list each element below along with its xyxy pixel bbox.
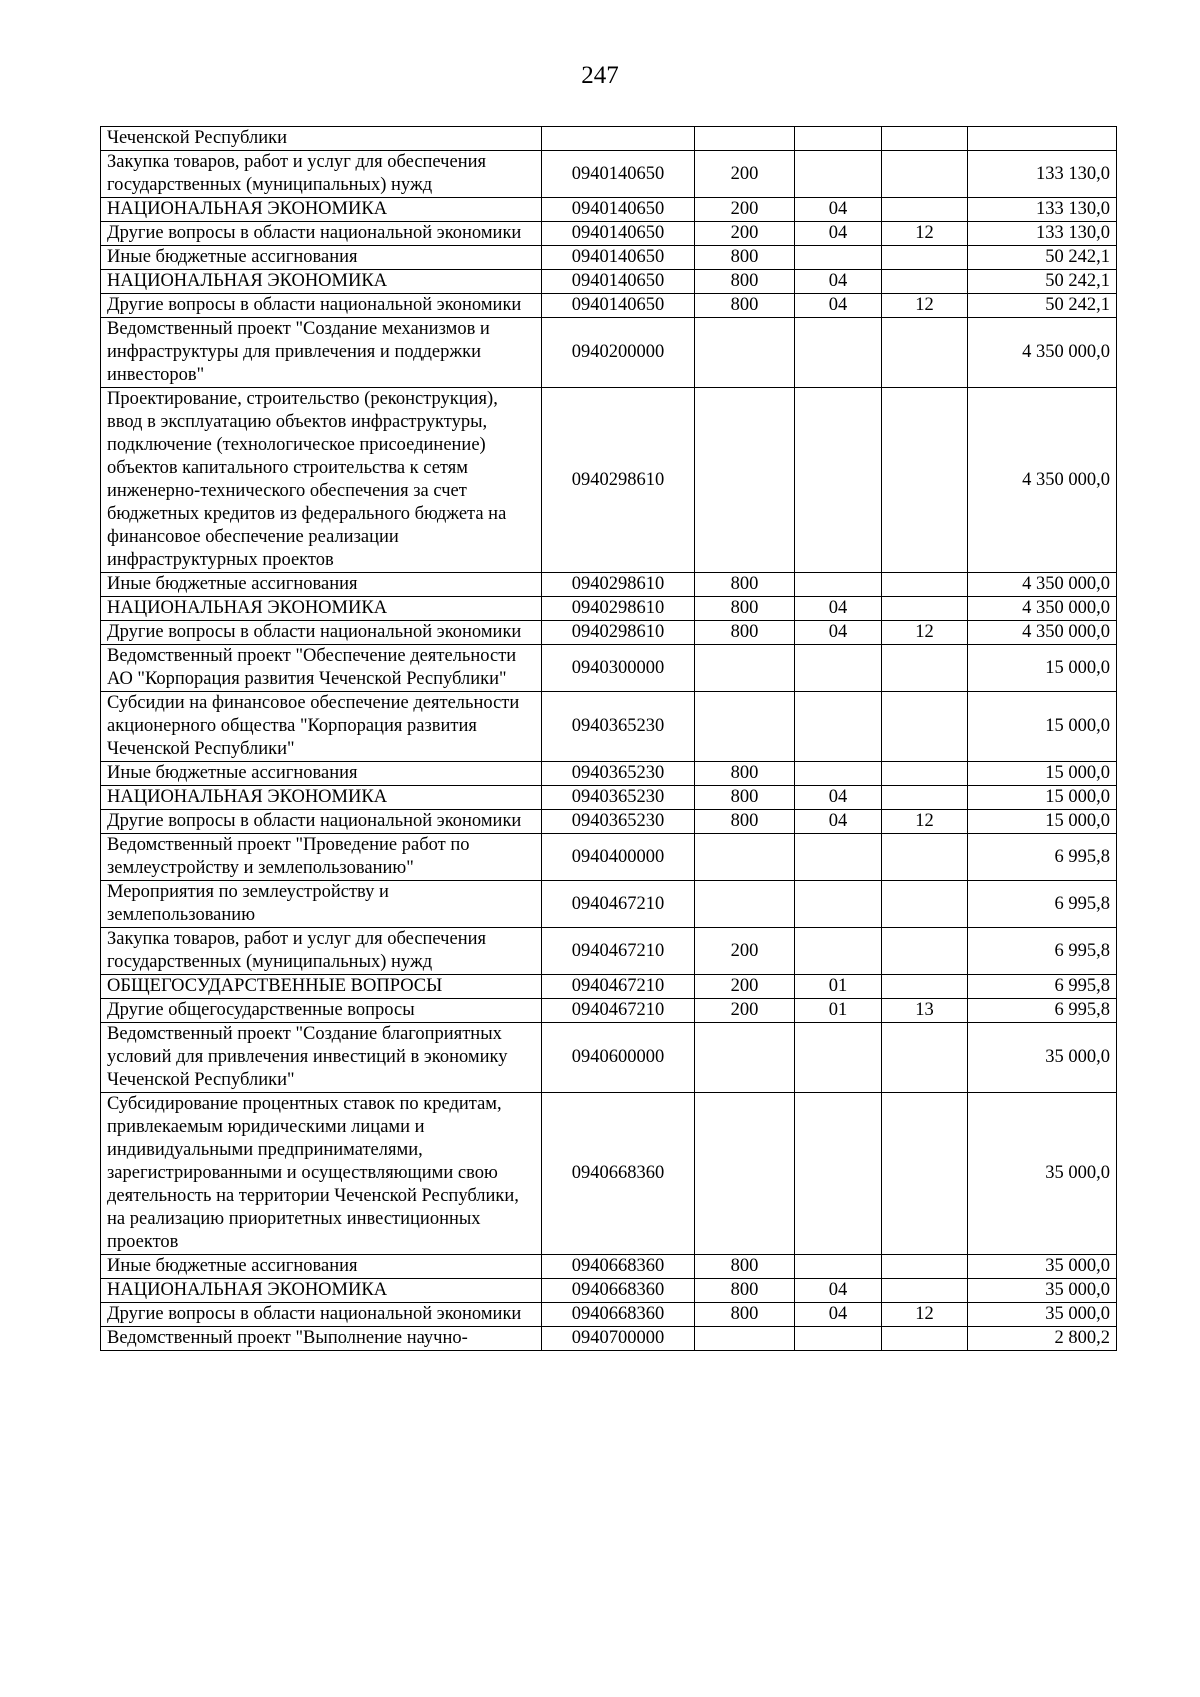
cell-name: Ведомственный проект "Создание благоприятных условий для привлечения инвестиций в экономику Чеченской Республики"	[101, 1023, 542, 1093]
cell-amount: 133 130,0	[968, 198, 1117, 222]
cell-expense-type: 200	[695, 222, 795, 246]
cell-target-article: 0940298610	[542, 597, 695, 621]
cell-amount: 6 995,8	[968, 881, 1117, 928]
cell-name: НАЦИОНАЛЬНАЯ ЭКОНОМИКА	[101, 1279, 542, 1303]
cell-section: 04	[795, 621, 882, 645]
cell-section: 04	[795, 270, 882, 294]
cell-expense-type: 800	[695, 270, 795, 294]
cell-subsection	[882, 645, 968, 692]
table-row	[101, 692, 1117, 762]
cell-section	[795, 1255, 882, 1279]
cell-name: Другие вопросы в области национальной экономики	[101, 1303, 542, 1327]
cell-amount: 4 350 000,0	[968, 621, 1117, 645]
cell-amount	[968, 127, 1117, 151]
cell-subsection	[882, 975, 968, 999]
cell-subsection	[882, 151, 968, 198]
cell-subsection	[882, 318, 968, 388]
cell-name: НАЦИОНАЛЬНАЯ ЭКОНОМИКА	[101, 270, 542, 294]
cell-expense-type: 800	[695, 246, 795, 270]
cell-section	[795, 318, 882, 388]
cell-name: НАЦИОНАЛЬНАЯ ЭКОНОМИКА	[101, 198, 542, 222]
cell-section	[795, 928, 882, 975]
cell-target-article: 0940140650	[542, 222, 695, 246]
cell-amount: 50 242,1	[968, 246, 1117, 270]
cell-amount: 4 350 000,0	[968, 318, 1117, 388]
cell-amount: 133 130,0	[968, 151, 1117, 198]
cell-target-article: 0940140650	[542, 294, 695, 318]
cell-name: Другие вопросы в области национальной экономики	[101, 810, 542, 834]
cell-name: Субсидии на финансовое обеспечение деятельности акционерного общества "Корпорация развития Чеченской Республики"	[101, 692, 542, 762]
table-row	[101, 151, 1117, 198]
cell-amount: 15 000,0	[968, 692, 1117, 762]
cell-name: Иные бюджетные ассигнования	[101, 573, 542, 597]
cell-target-article: 0940668360	[542, 1303, 695, 1327]
cell-expense-type	[695, 1093, 795, 1255]
cell-target-article: 0940140650	[542, 246, 695, 270]
cell-subsection	[882, 198, 968, 222]
cell-subsection	[882, 597, 968, 621]
cell-expense-type: 200	[695, 198, 795, 222]
cell-subsection	[882, 573, 968, 597]
cell-subsection: 12	[882, 621, 968, 645]
table-row	[101, 573, 1117, 597]
cell-target-article: 0940365230	[542, 810, 695, 834]
cell-section	[795, 1023, 882, 1093]
cell-subsection	[882, 1327, 968, 1351]
cell-section	[795, 573, 882, 597]
cell-expense-type	[695, 645, 795, 692]
cell-amount: 15 000,0	[968, 645, 1117, 692]
cell-expense-type	[695, 1023, 795, 1093]
cell-amount: 35 000,0	[968, 1093, 1117, 1255]
cell-amount: 15 000,0	[968, 786, 1117, 810]
cell-amount: 50 242,1	[968, 270, 1117, 294]
cell-subsection	[882, 127, 968, 151]
cell-name: Другие вопросы в области национальной экономики	[101, 222, 542, 246]
table-row	[101, 975, 1117, 999]
cell-target-article: 0940300000	[542, 645, 695, 692]
table-row	[101, 1327, 1117, 1351]
cell-subsection	[882, 928, 968, 975]
cell-subsection	[882, 1023, 968, 1093]
table-row	[101, 127, 1117, 151]
cell-expense-type: 800	[695, 597, 795, 621]
cell-expense-type: 200	[695, 928, 795, 975]
budget-table-body	[101, 127, 1117, 1351]
budget-table	[100, 126, 1117, 1351]
cell-target-article: 0940668360	[542, 1255, 695, 1279]
cell-amount: 35 000,0	[968, 1279, 1117, 1303]
cell-expense-type: 800	[695, 573, 795, 597]
table-row	[101, 597, 1117, 621]
cell-expense-type	[695, 881, 795, 928]
cell-name: Ведомственный проект "Проведение работ по землеустройству и землепользованию"	[101, 834, 542, 881]
cell-target-article: 0940365230	[542, 762, 695, 786]
cell-subsection	[882, 786, 968, 810]
cell-section: 04	[795, 597, 882, 621]
cell-name: НАЦИОНАЛЬНАЯ ЭКОНОМИКА	[101, 597, 542, 621]
cell-target-article: 0940365230	[542, 786, 695, 810]
cell-expense-type: 800	[695, 762, 795, 786]
cell-section	[795, 834, 882, 881]
cell-section: 04	[795, 1303, 882, 1327]
cell-target-article: 0940200000	[542, 318, 695, 388]
cell-expense-type: 800	[695, 294, 795, 318]
cell-subsection: 12	[882, 294, 968, 318]
table-row	[101, 198, 1117, 222]
cell-expense-type: 800	[695, 1303, 795, 1327]
cell-target-article: 0940140650	[542, 198, 695, 222]
cell-name: Чеченской Республики	[101, 127, 542, 151]
cell-name: НАЦИОНАЛЬНАЯ ЭКОНОМИКА	[101, 786, 542, 810]
cell-amount: 4 350 000,0	[968, 597, 1117, 621]
cell-subsection	[882, 1255, 968, 1279]
cell-name: Проектирование, строительство (реконструкция), ввод в эксплуатацию объектов инфраструктуры, подключение (технологическое присоединение) объектов капитального строительства к сетям инженерно-технического обеспечения за счет бюджетных кредитов из федерального бюджета на финансовое обеспечение реализации инфраструктурных проектов	[101, 388, 542, 573]
cell-expense-type: 800	[695, 1255, 795, 1279]
cell-section	[795, 151, 882, 198]
cell-name: Ведомственный проект "Обеспечение деятельности АО "Корпорация развития Чеченской Республики"	[101, 645, 542, 692]
cell-amount: 2 800,2	[968, 1327, 1117, 1351]
cell-subsection	[882, 1279, 968, 1303]
cell-target-article: 0940467210	[542, 975, 695, 999]
cell-name: Мероприятия по землеустройству и землепользованию	[101, 881, 542, 928]
table-row	[101, 318, 1117, 388]
cell-expense-type	[695, 127, 795, 151]
table-row	[101, 1303, 1117, 1327]
cell-target-article: 0940140650	[542, 270, 695, 294]
cell-target-article: 0940467210	[542, 928, 695, 975]
cell-amount: 6 995,8	[968, 975, 1117, 999]
cell-name: Ведомственный проект "Создание механизмов и инфраструктуры для привлечения и поддержки инвесторов"	[101, 318, 542, 388]
cell-amount: 6 995,8	[968, 999, 1117, 1023]
cell-section	[795, 762, 882, 786]
cell-section: 04	[795, 198, 882, 222]
cell-name: Другие вопросы в области национальной экономики	[101, 621, 542, 645]
cell-name: ОБЩЕГОСУДАРСТВЕННЫЕ ВОПРОСЫ	[101, 975, 542, 999]
cell-expense-type: 200	[695, 151, 795, 198]
cell-section	[795, 246, 882, 270]
table-row	[101, 762, 1117, 786]
cell-name: Иные бюджетные ассигнования	[101, 246, 542, 270]
cell-expense-type	[695, 388, 795, 573]
table-row	[101, 786, 1117, 810]
cell-target-article: 0940467210	[542, 881, 695, 928]
cell-target-article: 0940365230	[542, 692, 695, 762]
cell-section	[795, 127, 882, 151]
table-row	[101, 1093, 1117, 1255]
cell-name: Иные бюджетные ассигнования	[101, 1255, 542, 1279]
table-row	[101, 645, 1117, 692]
cell-amount: 50 242,1	[968, 294, 1117, 318]
cell-name: Другие вопросы в области национальной экономики	[101, 294, 542, 318]
cell-subsection: 12	[882, 1303, 968, 1327]
cell-amount: 133 130,0	[968, 222, 1117, 246]
cell-expense-type: 200	[695, 999, 795, 1023]
cell-target-article: 0940600000	[542, 1023, 695, 1093]
cell-amount: 35 000,0	[968, 1023, 1117, 1093]
table-row	[101, 222, 1117, 246]
table-row	[101, 928, 1117, 975]
table-row	[101, 294, 1117, 318]
cell-target-article: 0940668360	[542, 1279, 695, 1303]
table-row	[101, 1279, 1117, 1303]
cell-section: 04	[795, 786, 882, 810]
cell-amount: 15 000,0	[968, 762, 1117, 786]
cell-amount: 4 350 000,0	[968, 388, 1117, 573]
cell-section	[795, 388, 882, 573]
cell-subsection: 12	[882, 810, 968, 834]
cell-section: 04	[795, 810, 882, 834]
cell-name: Закупка товаров, работ и услуг для обеспечения государственных (муниципальных) нужд	[101, 928, 542, 975]
table-row	[101, 246, 1117, 270]
cell-target-article: 0940400000	[542, 834, 695, 881]
table-row	[101, 834, 1117, 881]
cell-target-article	[542, 127, 695, 151]
cell-expense-type	[695, 692, 795, 762]
page-number: 247	[581, 62, 619, 89]
cell-amount: 35 000,0	[968, 1303, 1117, 1327]
cell-section: 01	[795, 975, 882, 999]
cell-amount: 6 995,8	[968, 834, 1117, 881]
cell-section: 01	[795, 999, 882, 1023]
cell-section: 04	[795, 294, 882, 318]
cell-expense-type: 800	[695, 786, 795, 810]
cell-section: 04	[795, 222, 882, 246]
cell-subsection	[882, 270, 968, 294]
cell-target-article: 0940298610	[542, 621, 695, 645]
cell-section	[795, 881, 882, 928]
cell-expense-type: 800	[695, 1279, 795, 1303]
cell-subsection	[882, 388, 968, 573]
table-row	[101, 270, 1117, 294]
cell-name: Иные бюджетные ассигнования	[101, 762, 542, 786]
cell-name: Ведомственный проект "Выполнение научно-	[101, 1327, 542, 1351]
cell-section: 04	[795, 1279, 882, 1303]
cell-subsection: 12	[882, 222, 968, 246]
cell-subsection	[882, 1093, 968, 1255]
table-row	[101, 1255, 1117, 1279]
cell-amount: 15 000,0	[968, 810, 1117, 834]
table-row	[101, 810, 1117, 834]
cell-target-article: 0940140650	[542, 151, 695, 198]
cell-name: Другие общегосударственные вопросы	[101, 999, 542, 1023]
table-row	[101, 999, 1117, 1023]
cell-amount: 6 995,8	[968, 928, 1117, 975]
cell-name: Закупка товаров, работ и услуг для обеспечения государственных (муниципальных) нужд	[101, 151, 542, 198]
cell-name: Субсидирование процентных ставок по кредитам, привлекаемым юридическими лицами и индивидуальными предпринимателями, зарегистрированными и осуществляющими свою деятельность на территории Чеченской Республики, на реализацию приоритетных инвестиционных проектов	[101, 1093, 542, 1255]
cell-target-article: 0940700000	[542, 1327, 695, 1351]
cell-target-article: 0940298610	[542, 388, 695, 573]
cell-target-article: 0940298610	[542, 573, 695, 597]
cell-subsection	[882, 692, 968, 762]
table-row	[101, 388, 1117, 573]
cell-subsection	[882, 246, 968, 270]
table-row	[101, 621, 1117, 645]
cell-section	[795, 692, 882, 762]
cell-amount: 4 350 000,0	[968, 573, 1117, 597]
cell-subsection	[882, 881, 968, 928]
cell-expense-type: 800	[695, 810, 795, 834]
cell-expense-type	[695, 1327, 795, 1351]
cell-section	[795, 645, 882, 692]
table-row	[101, 881, 1117, 928]
cell-expense-type	[695, 834, 795, 881]
cell-expense-type: 200	[695, 975, 795, 999]
cell-target-article: 0940668360	[542, 1093, 695, 1255]
cell-amount: 35 000,0	[968, 1255, 1117, 1279]
table-row	[101, 1023, 1117, 1093]
cell-subsection	[882, 762, 968, 786]
cell-subsection	[882, 834, 968, 881]
cell-subsection: 13	[882, 999, 968, 1023]
cell-section	[795, 1093, 882, 1255]
cell-expense-type: 800	[695, 621, 795, 645]
cell-section	[795, 1327, 882, 1351]
cell-expense-type	[695, 318, 795, 388]
cell-target-article: 0940467210	[542, 999, 695, 1023]
